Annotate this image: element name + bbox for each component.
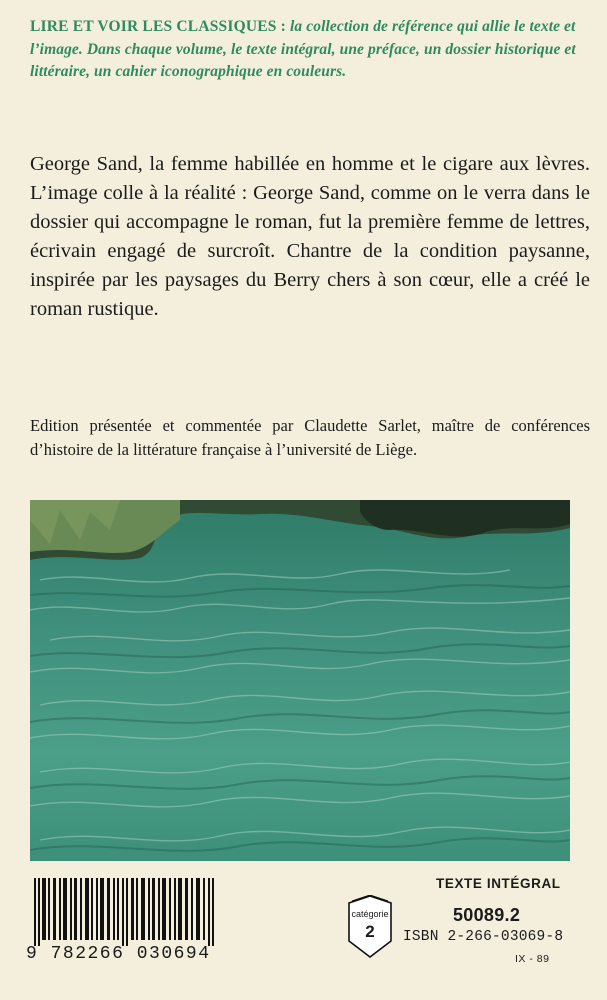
collection-blurb (30, 16, 590, 84)
book-summary: George Sand, la femme habillée en homme et le cigare aux lèvres. L’image colle à la réalité : George Sand, comme on le verra dans le dossier qui accompagne le roman, fut la première femme de lettres, écrivain engagé de surcroît. Chantre de la condition paysanne, inspirée par les paysages du Berry chers à son cœur, elle a créé le roman rustique. (30, 153, 590, 320)
print-code: IX - 89 (515, 953, 550, 965)
categorie-number: 2 (365, 922, 375, 941)
collection-name: LIRE ET VOIR LES CLASSIQUES : (30, 18, 287, 35)
texte-integral-label: TEXTE INTÉGRAL (436, 876, 561, 891)
isbn: ISBN 2-266-03069-8 (403, 929, 564, 945)
river-photo-image (30, 500, 570, 861)
edition-note: Edition présentée et commentée par Claudette Sarlet, maître de conférences d’histoire de la littérature française à l’université de Liège. (30, 416, 590, 459)
categorie-label: catégorie (351, 909, 389, 919)
barcode-digits: 9 782266 030694 (26, 944, 211, 964)
collection-description: la collection de référence qui allie le texte et l’image. Dans chaque volume, le texte intégral, une préface, un dossier historique et littéraire, un cahier iconographique en couleurs. (30, 18, 576, 80)
reference-number: 50089.2 (453, 905, 521, 925)
river-photo (30, 500, 570, 861)
categorie-badge (347, 895, 393, 959)
